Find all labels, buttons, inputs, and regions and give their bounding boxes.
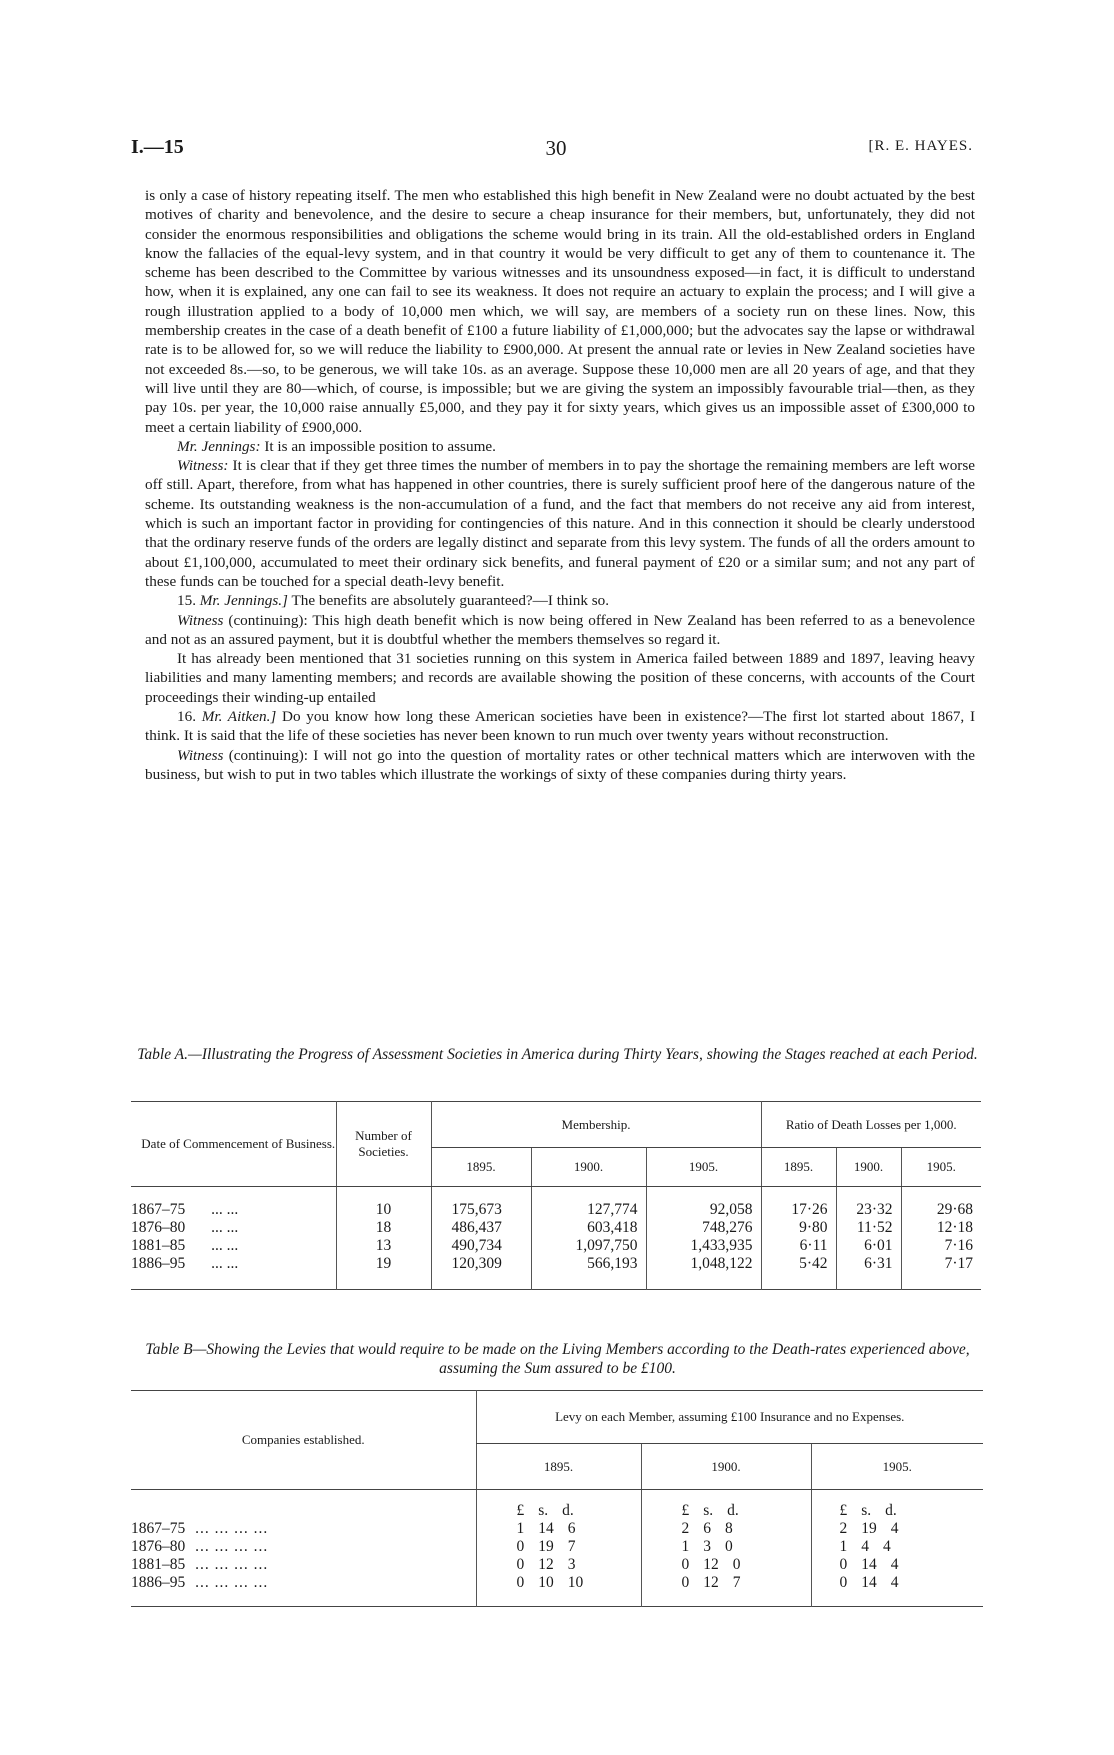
- period: 1867–75: [131, 1520, 186, 1537]
- levy-cell: [811, 1520, 983, 1538]
- pence: 10: [567, 1574, 584, 1591]
- pounds: 2: [839, 1520, 848, 1537]
- ratio-cell: 6·01: [836, 1237, 901, 1255]
- membership-cell: 92,058: [646, 1201, 761, 1219]
- paragraph: [145, 456, 975, 591]
- paragraph: [145, 611, 975, 650]
- shillings: 19: [538, 1538, 554, 1555]
- table-row: [131, 1520, 983, 1538]
- leader-dots: ... ... ... ...: [195, 1538, 269, 1555]
- table-a-label: Table A.: [137, 1046, 189, 1063]
- table-b-caption: [130, 1340, 985, 1378]
- body-text: [145, 186, 975, 784]
- membership-cell: 127,774: [531, 1201, 646, 1219]
- pounds: 0: [516, 1538, 525, 1555]
- paragraph-text: The benefits are absolutely guaranteed?—I think so.: [287, 592, 610, 610]
- ratio-cell: 17·26: [761, 1201, 836, 1219]
- table-row: [131, 1201, 981, 1219]
- ratio-cell: 12·18: [901, 1219, 981, 1237]
- membership-cell: 566,193: [531, 1255, 646, 1273]
- period: 1886–95: [131, 1255, 186, 1272]
- leader-dots: ... ... ... ...: [195, 1556, 269, 1573]
- ratio-cell: 5·42: [761, 1255, 836, 1273]
- ratio-cell: 7·16: [901, 1237, 981, 1255]
- pounds: 0: [516, 1556, 525, 1573]
- table-a-year-header: 1905.: [901, 1148, 981, 1187]
- table-row: [131, 1219, 981, 1237]
- period: 1876–80: [131, 1219, 186, 1236]
- membership-cell: 1,048,122: [646, 1255, 761, 1273]
- witness-name: [R. E. HAYES.: [868, 138, 973, 154]
- unit-shillings: s.: [861, 1502, 872, 1519]
- pence: 4: [890, 1520, 899, 1537]
- unit-pounds: £: [839, 1502, 848, 1519]
- table-a-header-number: Number of Societies.: [336, 1102, 431, 1187]
- pounds: 0: [681, 1556, 690, 1573]
- levy-cell: [811, 1556, 983, 1574]
- pence: 6: [567, 1520, 576, 1537]
- levy-cell: [641, 1520, 811, 1538]
- table-b-year-header: 1905.: [811, 1444, 983, 1490]
- table-row: [131, 1574, 983, 1592]
- levy-cell: [476, 1538, 641, 1556]
- pounds: 0: [839, 1574, 848, 1591]
- shillings: 6: [703, 1520, 711, 1537]
- paragraph: It has already been mentioned that 31 societies running on this system in America failed between 1889 and 1897, leaving heavy liabilities and many lamenting members; and records are available showing the position of these concerns, with accounts of the Court proceedings their winding-up entailed: [145, 650, 975, 706]
- pounds: 0: [681, 1574, 690, 1591]
- ratio-cell: 11·52: [836, 1219, 901, 1237]
- speaker: Witness: [177, 746, 224, 764]
- pounds: 1: [516, 1520, 525, 1537]
- pence: 4: [890, 1574, 899, 1591]
- ratio-cell: 9·80: [761, 1219, 836, 1237]
- pounds: 0: [516, 1574, 525, 1591]
- table-a-header-date: Date of Commencement of Business.: [131, 1102, 336, 1187]
- membership-cell: 1,433,935: [646, 1237, 761, 1255]
- ratio-cell: 29·68: [901, 1201, 981, 1219]
- page-header: [131, 136, 981, 166]
- paragraph: [145, 437, 975, 456]
- table-a-year-header: 1905.: [646, 1148, 761, 1187]
- pence: 0: [725, 1538, 733, 1555]
- table-a-caption: [130, 1045, 985, 1064]
- ratio-cell: 6·11: [761, 1237, 836, 1255]
- levy-cell: [476, 1574, 641, 1592]
- membership-cell: 486,437: [431, 1219, 531, 1237]
- period: 1881–85: [131, 1237, 186, 1254]
- unit-pence: d.: [727, 1502, 739, 1519]
- paragraph: is only a case of history repeating itself. The men who established this high benefit in New Zealand were no doubt actuated by the best motives of charity and benevolence, and the desire to secure a cheap insurance for their members, but, unfortunately, they did not consider the enormous responsibilities and obligations the scheme would bring in its train. All the old-established orders in England know the fallacies of the equal-levy system, and in that country it would be very difficult to get any of them to countenance it. The scheme has been described to the Committee by various witnesses and its unsoundness exposed—in fact, it is difficult to understand how, when it is explained, any one can fail to see its weakness. It does not require an actuary to explain the process; and I will give a rough illustration applied to a body of 10,000 men which, we will say, are members of a society run on these lines. Now, this membership creates in the case of a death benefit of £100 a future liability of £1,000,000; but the advocates say the lapse or withdrawal rate is to be allowed for, so we will reduce the liability to £900,000. At present the annual rate or levies in New Zealand societies have not exceeded 8s.—so, to be generous, we will take 10s. as an average. Suppose these 10,000 men are all 20 years of age, and that they will live until they are 80—which, of course, is impossible; but we are giving the system an impossibly favourable trial—then, as they pay 10s. per year, the 10,000 raise annually £5,000, and they pay it for sixty years, which gives us an impossible asset of £300,000 to meet a certain liability of £900,000.: [145, 187, 975, 436]
- ratio-cell: 7·17: [901, 1255, 981, 1273]
- paragraph: [145, 707, 975, 746]
- table-a-year-header: 1895.: [761, 1148, 836, 1187]
- table-a-title: —Illustrating the Progress of Assessment Societies in America during Thirty Years, showing the Stages reached at each Period.: [188, 1046, 978, 1063]
- table-a-header-membership: Membership.: [431, 1102, 761, 1148]
- leader-dots: ... ...: [211, 1255, 239, 1272]
- speaker: Witness: [177, 611, 224, 629]
- shillings: 12: [703, 1556, 719, 1573]
- table-b-year-header: 1900.: [641, 1444, 811, 1490]
- units-row: [811, 1490, 983, 1521]
- leader-dots: ... ...: [211, 1201, 239, 1218]
- table-a-year-header: 1900.: [531, 1148, 646, 1187]
- paragraph-text: (continuing): This high death benefit which is now being offered in New Zealand has been referred to as a benevolence and not as an assured payment, but it is doubtful whether the members themselves so regard it.: [145, 611, 975, 648]
- unit-shillings: s.: [703, 1502, 714, 1519]
- table-b-header-levy: Levy on each Member, assuming £100 Insurance and no Expenses.: [476, 1391, 983, 1444]
- pounds: 2: [681, 1520, 690, 1537]
- table-a-year-header: 1895.: [431, 1148, 531, 1187]
- pence: 3: [567, 1556, 576, 1573]
- pence: 4: [883, 1538, 891, 1555]
- levy-cell: [811, 1574, 983, 1592]
- membership-cell: 748,276: [646, 1219, 761, 1237]
- membership-cell: 1,097,750: [531, 1237, 646, 1255]
- number-cell: 13: [336, 1237, 431, 1255]
- unit-pounds: £: [681, 1502, 690, 1519]
- leader-dots: ... ... ... ...: [195, 1520, 269, 1537]
- number-cell: 18: [336, 1219, 431, 1237]
- period: 1881–85: [131, 1556, 186, 1573]
- units-row: [641, 1490, 811, 1521]
- shillings: 10: [538, 1574, 554, 1591]
- paragraph-text: Do you know how long these American societies have been in existence?—The first lot started about 1867, I think. It is said that the life of these societies has never been known to run much over twenty years without reconstruction.: [145, 708, 975, 745]
- unit-shillings: s.: [538, 1502, 549, 1519]
- leader-dots: ... ... ... ...: [195, 1574, 269, 1591]
- shillings: 4: [861, 1538, 869, 1555]
- membership-cell: 175,673: [431, 1201, 531, 1219]
- period: 1886–95: [131, 1574, 186, 1591]
- table-row: [131, 1538, 983, 1556]
- shillings: 3: [703, 1538, 711, 1555]
- pounds: 1: [681, 1538, 690, 1555]
- table-b-title: —Showing the Levies that would require to be made on the Living Members according to the Death-rates experienced above, assuming the Sum assured to be £100.: [192, 1341, 970, 1377]
- report-code: I.—15: [131, 136, 184, 158]
- paragraph: [145, 746, 975, 785]
- paragraph-text: It is clear that if they get three times the number of members in to pay the shortage the remaining members are left worse off still. Apart, therefore, from what has happened in other countries, there is surely sufficient proof here of the dangerous nature of the scheme. Its outstanding weakness is the non-accumulation of a fund, and the fact that members do not receive any aid from interest, which is such an important factor in providing for contingencies of this nature. And in this connection it should be clearly understood that the ordinary reserve funds of the orders are legally distinct and separate from this levy system. The funds of all the orders amount to about £1,100,000, accumulated to meet their ordinary sick benefits, and funeral payment of £20 or a similar sum; and not any part of these funds can be touched for a special death-levy benefit.: [145, 457, 975, 590]
- number-cell: 10: [336, 1201, 431, 1219]
- speaker: Mr. Aitken.]: [201, 708, 277, 726]
- table-a-year-header: 1900.: [836, 1148, 901, 1187]
- speaker: Mr. Jennings:: [177, 437, 261, 455]
- membership-cell: 603,418: [531, 1219, 646, 1237]
- leader-dots: ... ...: [211, 1219, 239, 1236]
- pounds: 0: [839, 1556, 848, 1573]
- page-number: 30: [545, 136, 567, 160]
- table-b-header-companies: Companies established.: [131, 1391, 476, 1490]
- leader-dots: ... ...: [211, 1237, 239, 1254]
- pence: 7: [732, 1574, 741, 1591]
- paragraph-text: (continuing): I will not go into the question of mortality rates or other technical matters which are interwoven with the business, but wish to put in two tables which illustrate the workings of sixty of these companies during thirty years.: [145, 746, 975, 783]
- pence: 7: [567, 1538, 576, 1555]
- levy-cell: [641, 1538, 811, 1556]
- pence: 8: [725, 1520, 733, 1537]
- table-b-label: Table B: [145, 1341, 193, 1358]
- levy-cell: [811, 1538, 983, 1556]
- number-cell: 19: [336, 1255, 431, 1273]
- paragraph: [145, 591, 975, 610]
- table-row: [131, 1237, 981, 1255]
- period: 1876–80: [131, 1538, 186, 1555]
- speaker: Witness:: [177, 457, 229, 475]
- pounds: 1: [839, 1538, 848, 1555]
- ratio-cell: 23·32: [836, 1201, 901, 1219]
- shillings: 14: [861, 1556, 877, 1573]
- membership-cell: 490,734: [431, 1237, 531, 1255]
- speaker: Mr. Jennings.]: [199, 592, 288, 610]
- shillings: 12: [703, 1574, 719, 1591]
- levy-cell: [641, 1556, 811, 1574]
- shillings: 12: [538, 1556, 554, 1573]
- ratio-cell: 6·31: [836, 1255, 901, 1273]
- levy-cell: [476, 1556, 641, 1574]
- levy-cell: [476, 1520, 641, 1538]
- shillings: 14: [861, 1574, 877, 1591]
- shillings: 14: [538, 1520, 554, 1537]
- question-number: 15.: [177, 592, 200, 610]
- period: 1867–75: [131, 1201, 186, 1218]
- paragraph-text: It is an impossible position to assume.: [260, 437, 496, 455]
- unit-pence: d.: [562, 1502, 574, 1519]
- table-b-year-header: 1895.: [476, 1444, 641, 1490]
- question-number: 16.: [177, 708, 202, 726]
- table-row: [131, 1556, 983, 1574]
- unit-pounds: £: [516, 1502, 525, 1519]
- membership-cell: 120,309: [431, 1255, 531, 1273]
- unit-pence: d.: [885, 1502, 897, 1519]
- levy-cell: [641, 1574, 811, 1592]
- units-row: [476, 1490, 641, 1521]
- pence: 4: [890, 1556, 899, 1573]
- table-row: [131, 1255, 981, 1273]
- shillings: 19: [861, 1520, 877, 1537]
- pence: 0: [732, 1556, 741, 1573]
- table-a: [131, 1101, 981, 1290]
- table-a-header-ratio: Ratio of Death Losses per 1,000.: [761, 1102, 981, 1148]
- table-b: [131, 1390, 983, 1607]
